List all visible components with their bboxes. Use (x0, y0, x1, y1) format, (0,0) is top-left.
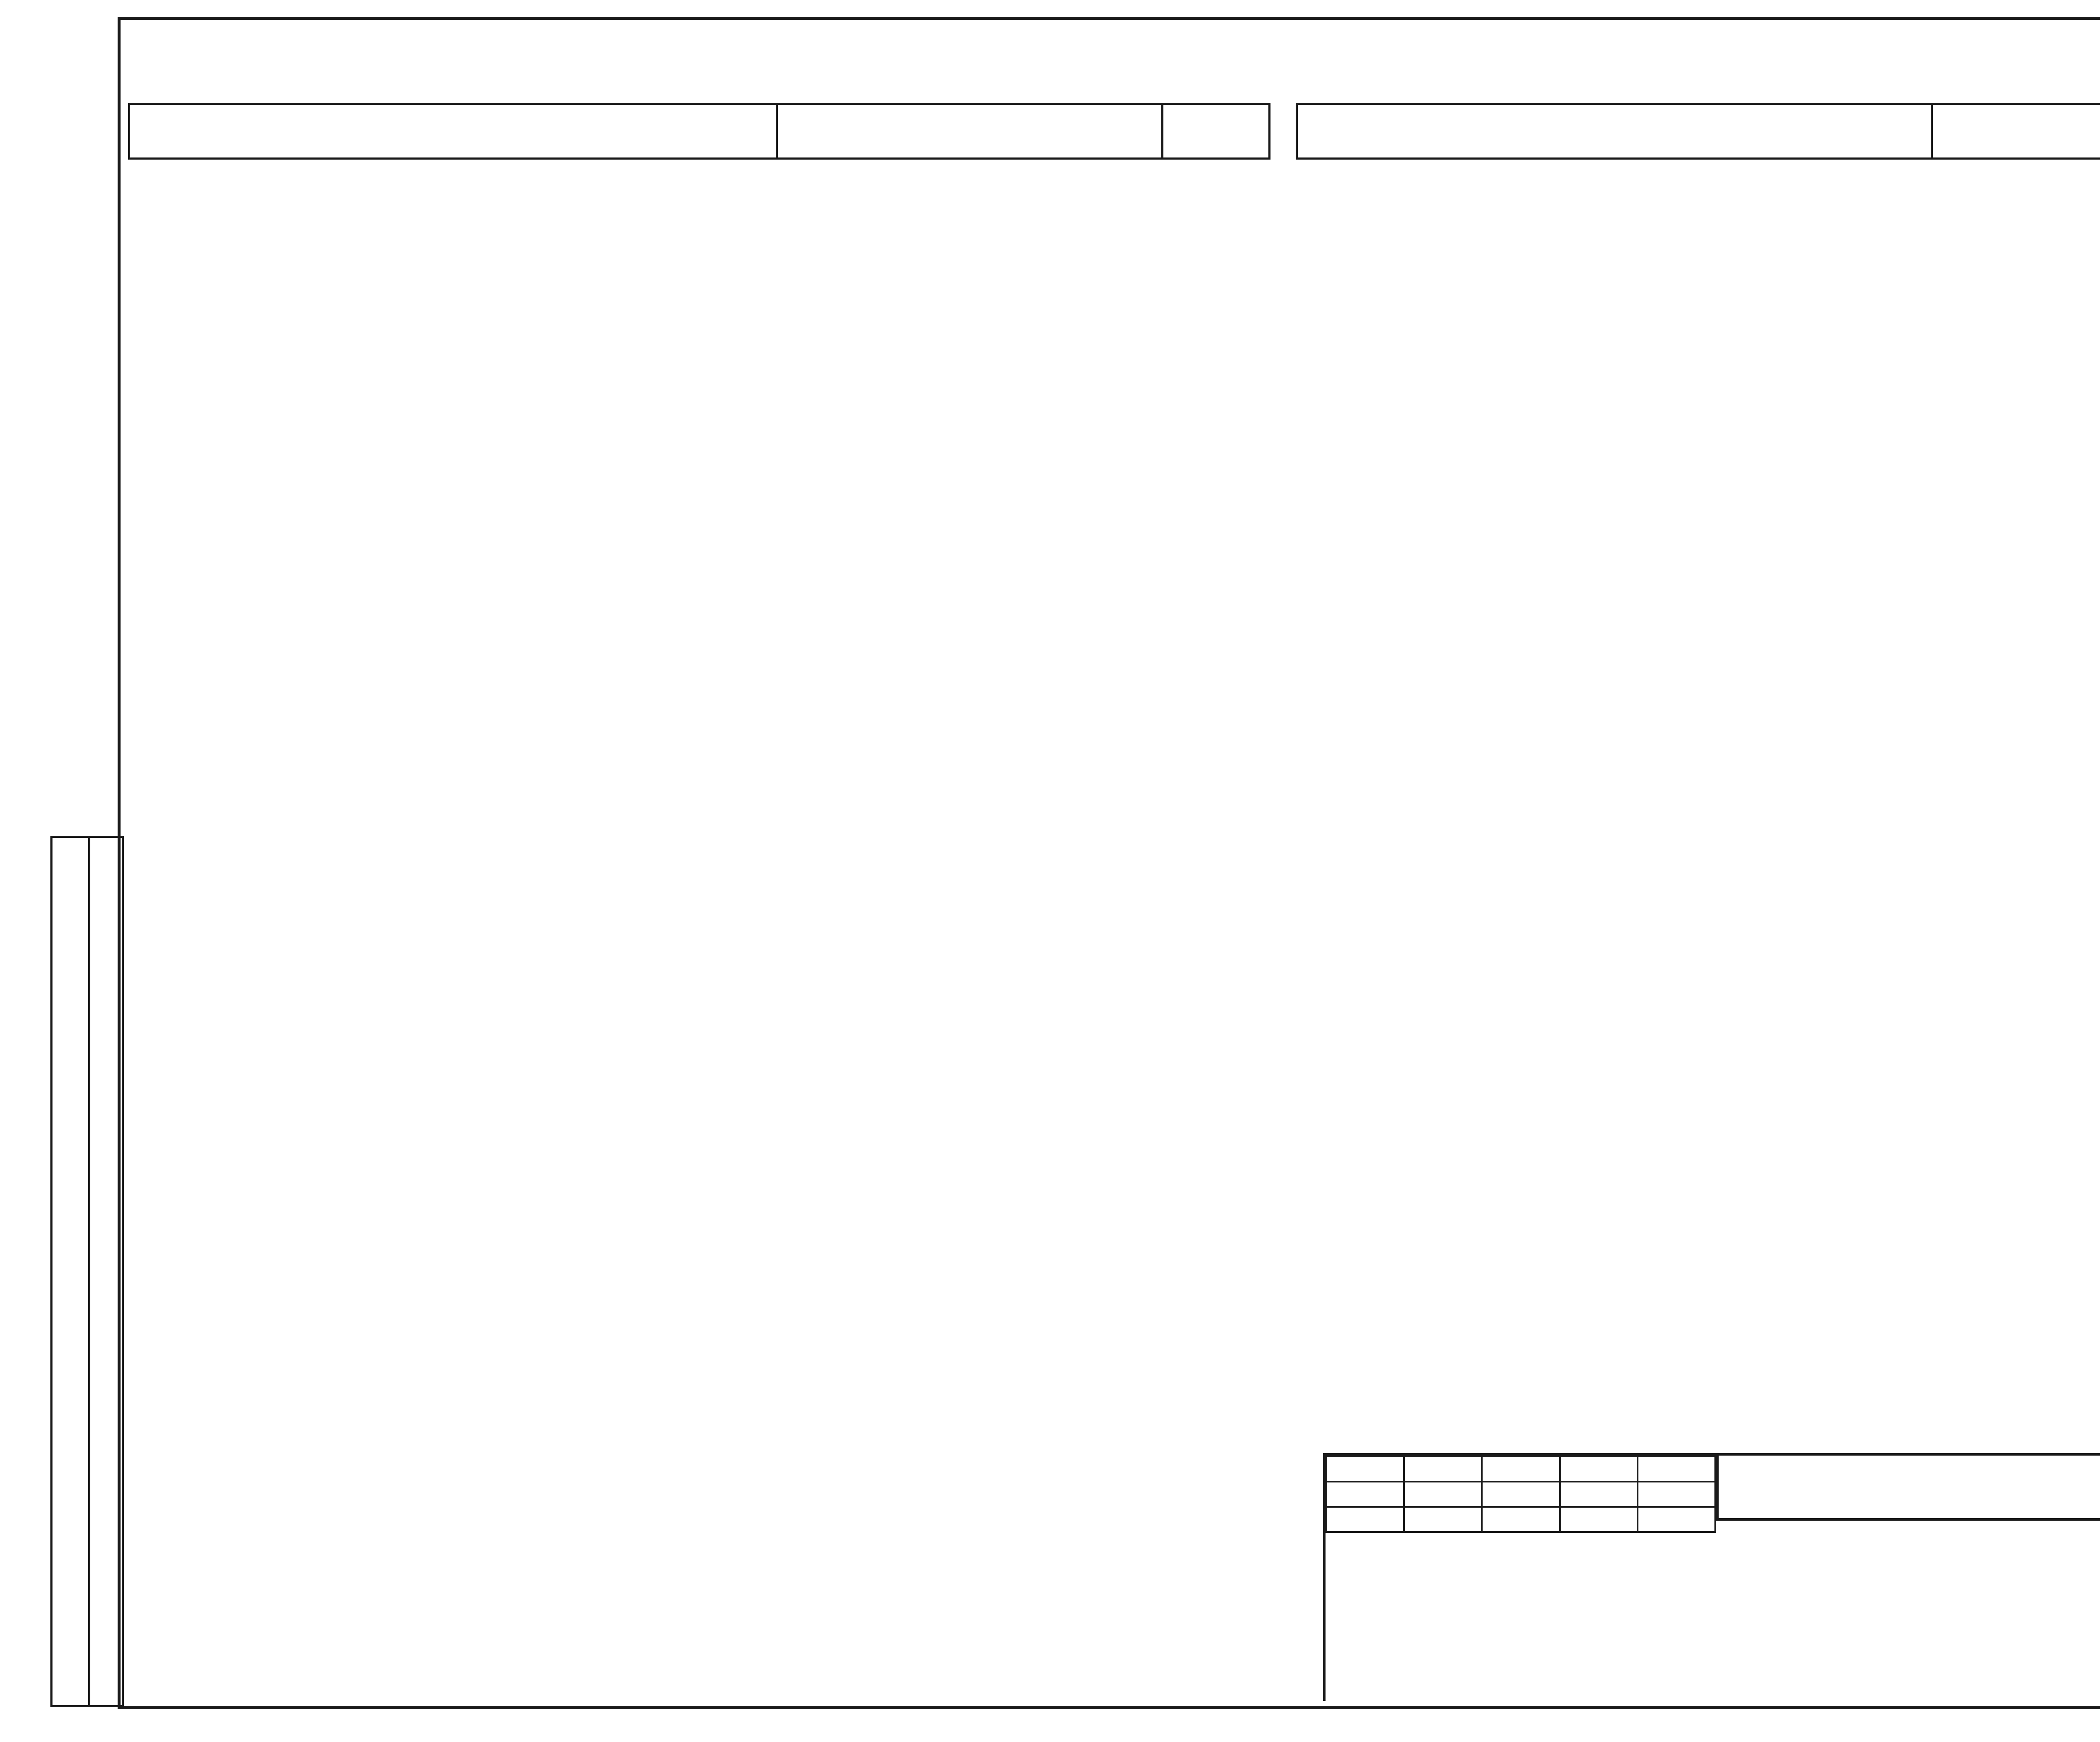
header-name (1297, 104, 1932, 159)
gost-list (1306, 1088, 2100, 1415)
header-page (1163, 104, 1270, 159)
header-name (129, 104, 777, 159)
title-block-footer (1735, 1699, 2100, 1737)
contents-table-left (128, 103, 1270, 160)
title-block (1323, 1453, 2100, 1701)
contents-table-right (1296, 103, 2100, 160)
revision-grid (1326, 1456, 1716, 1532)
document-code (1716, 1456, 2100, 1521)
header-code (1932, 104, 2100, 159)
side-stamp (50, 836, 124, 1707)
header-code (777, 104, 1163, 159)
